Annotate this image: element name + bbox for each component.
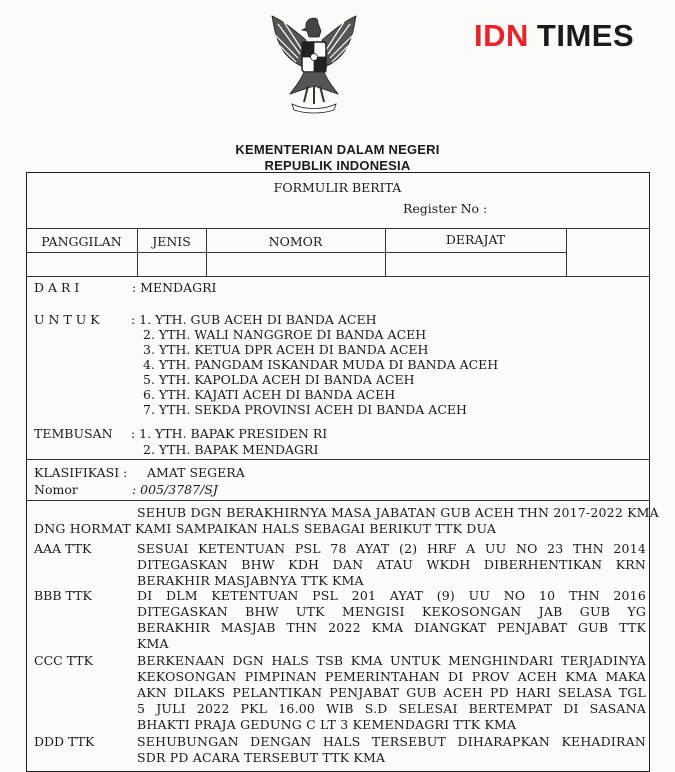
nomor-label: Nomor xyxy=(34,482,78,497)
point-line: BHAKTI PRAJA GEDUNG C LT 3 KEMENDAGRI TTK KMA xyxy=(137,717,517,732)
point-label-ddd: DDD TTK xyxy=(34,734,95,749)
divider xyxy=(26,252,566,253)
point-line: SESUAI KETENTUAN PSL 78 AYAT (2) HRF A UU NO 23 THN 2014 xyxy=(137,541,646,556)
list-item: : 1. YTH. BAPAK PRESIDEN RI xyxy=(131,426,328,441)
point-line: KMA xyxy=(137,636,169,651)
point-line: SEHUBUNGAN DENGAN HALS TERSEBUT DIHARAPKAN KEHADIRAN xyxy=(137,734,646,749)
point-line: DI DLM KETENTUAN PSL 201 AYAT (9) UU NO 10 THN 2016 xyxy=(137,588,646,603)
point-label-aaa: AAA TTK xyxy=(34,541,92,556)
point-line: BERKENAAN DGN HALS TSB KMA UNTUK MENGHINDARI TERJADINYA xyxy=(137,653,646,668)
intro-line: DNG HORMAT KAMI SAMPAIKAN HALS SEBAGAI BERIKUT TTK DUA xyxy=(34,521,497,536)
intro-paragraph xyxy=(34,505,659,537)
list-item: 2. YTH. BAPAK MENDAGRI xyxy=(143,442,319,457)
divider xyxy=(26,500,650,501)
list-item: 7. YTH. SEKDA PROVINSI ACEH DI BANDA ACEH xyxy=(143,402,467,417)
idn-times-logo xyxy=(474,18,634,54)
point-line: AKN DILAKS PELANTIKAN PENJABAT GUB ACEH PD HARI SELASA TGL xyxy=(137,685,646,700)
divider xyxy=(26,276,650,277)
list-item: 6. YTH. KAJATI ACEH DI BANDA ACEH xyxy=(143,387,396,402)
garuda-emblem-icon xyxy=(264,10,364,120)
column-derajat: DERAJAT xyxy=(445,232,506,247)
point-line: DITEGASKAN BHW KDH DAN ATAU WKDH DIBERHENTIKAN KRN xyxy=(137,557,646,572)
point-aaa xyxy=(137,541,646,589)
point-line: 5 JULI 2022 PKL 16.00 WIB S.D SELESAI BERTEMPAT DI SASANA xyxy=(137,701,646,716)
list-item: : 1. YTH. GUB ACEH DI BANDA ACEH xyxy=(131,312,377,327)
divider xyxy=(26,459,650,460)
list-item: 5. YTH. KAPOLDA ACEH DI BANDA ACEH xyxy=(143,372,415,387)
list-item: 4. YTH. PANGDAM ISKANDAR MUDA DI BANDA ACEH xyxy=(143,357,499,372)
klasifikasi-value: AMAT SEGERA xyxy=(147,465,245,480)
form-title: FORMULIR BERITA xyxy=(273,180,402,195)
tembusan-list xyxy=(131,426,327,458)
untuk-label: U N T U K xyxy=(34,312,100,327)
point-line: DITEGASKAN BHW UTK MENGISI KEKOSONGAN JAB GUB YG xyxy=(137,604,646,619)
point-line: KEKOSONGAN PIMPINAN PEMERINTAHAN DI PROV ACEH KMA MAKA xyxy=(137,669,646,684)
list-item: 2. YTH. WALI NANGGROE DI BANDA ACEH xyxy=(143,327,427,342)
logo-times: TIMES xyxy=(536,18,635,53)
list-item: 3. YTH. KETUA DPR ACEH DI BANDA ACEH xyxy=(143,342,429,357)
dari-label: D A R I xyxy=(34,280,80,295)
register-number-label: Register No : xyxy=(403,201,488,216)
republic-title: REPUBLIK INDONESIA xyxy=(264,158,411,173)
dari-value: : MENDAGRI xyxy=(132,280,217,295)
point-line: SDR PD ACARA TERSEBUT TTK KMA xyxy=(137,750,386,765)
point-ccc xyxy=(137,653,646,733)
column-nomor: NOMOR xyxy=(268,234,323,249)
ministry-title: KEMENTERIAN DALAM NEGERI xyxy=(235,142,440,157)
divider xyxy=(26,228,650,229)
klasifikasi-label: KLASIFIKASI : xyxy=(34,465,128,480)
tembusan-label: TEMBUSAN xyxy=(34,426,113,441)
column-divider xyxy=(566,228,567,276)
column-jenis: JENIS xyxy=(152,234,191,249)
logo-idn: IDN xyxy=(474,18,529,53)
point-bbb xyxy=(137,588,646,652)
untuk-list xyxy=(131,312,498,417)
point-label-bbb: BBB TTK xyxy=(34,588,92,603)
column-panggilan: PANGGILAN xyxy=(41,234,122,249)
point-line: BERAKHIR MASJABNYA TTK KMA xyxy=(137,573,364,588)
nomor-value: : 005/3787/SJ xyxy=(132,482,218,497)
point-line: BERAKHIR MASJAB THN 2022 KMA DIANGKAT PENJABAT GUB TTK xyxy=(137,620,646,635)
intro-line: SEHUB DGN BERAKHIRNYA MASA JABATAN GUB ACEH THN 2017-2022 KMA xyxy=(137,505,659,520)
point-ddd xyxy=(137,734,646,766)
point-label-ccc: CCC TTK xyxy=(34,653,93,668)
